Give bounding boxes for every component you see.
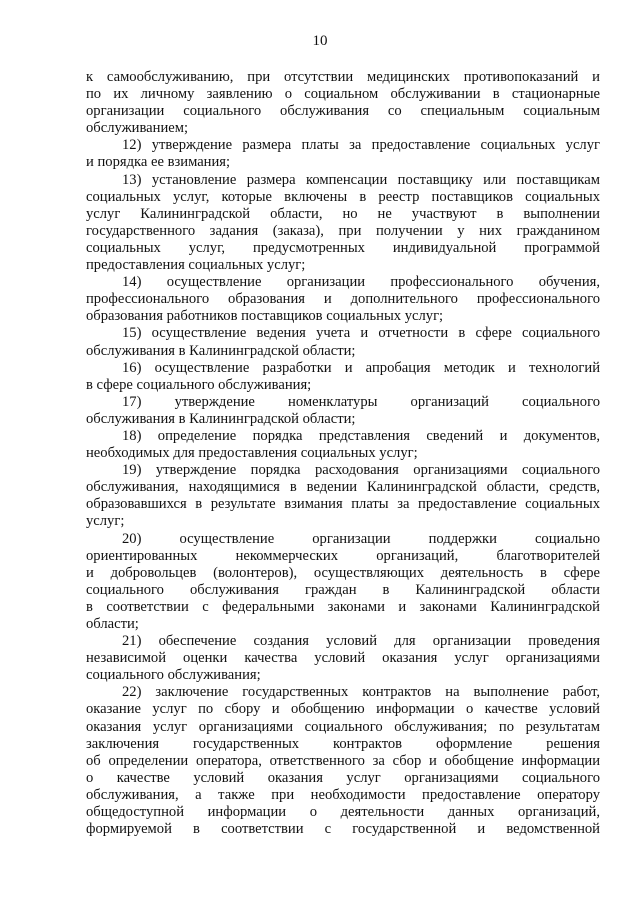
text-line: услуг; (86, 513, 125, 530)
text-line: 20) осуществление организации поддержки социально (122, 530, 600, 547)
text-line: 21) обеспечение создания условий для организации проведения (122, 633, 600, 650)
text-line: социального обслуживания граждан в Калининградской области (86, 581, 600, 598)
text-line: обслуживанием; (86, 120, 189, 137)
text-line: формируемой в соответствии с государственной и ведомственной (86, 821, 600, 838)
text-line: 22) заключение государственных контрактов на выполнение работ, (122, 684, 600, 701)
text-line: и добровольцев (волонтеров), осуществляющих деятельность в сфере (86, 564, 600, 581)
text-line: оказания услуг организациями социального обслуживания; по результатам (86, 718, 600, 735)
text-line: обслуживания в Калининградской области; (86, 342, 356, 359)
text-line: в соответствии с федеральными законами и законами Калининградской (86, 598, 600, 615)
text-line: образования работников поставщиков социальных услуг; (86, 308, 444, 325)
text-line: образовавшихся в результате взимания платы за предоставление социальных (86, 496, 600, 513)
text-line: социальных услуг, которые включены в реестр поставщиков социальных (86, 188, 600, 205)
page-number: 10 (312, 33, 328, 49)
text-line: независимой оценки качества условий оказания услуг организациями (86, 650, 600, 667)
text-line: общедоступной информации о деятельности данных организаций, (86, 804, 600, 821)
text-line: к самообслуживанию, при отсутствии медицинских противопоказаний и (86, 69, 600, 85)
text-line: предоставления социальных услуг; (86, 257, 306, 274)
text-line: по их личному заявлению о социальном обслуживании в стационарные (86, 86, 600, 103)
text-line: организации социального обслуживания со специальным социальным (86, 103, 600, 120)
text-line: оказание услуг по сбору и обобщению информации о качестве условий (86, 701, 600, 718)
text-line: заключения государственных контрактов оформление решения (86, 735, 600, 752)
text-line: необходимых для предоставления социальных услуг; (86, 445, 418, 462)
text-line: области; (86, 616, 139, 632)
text-line: 12) утверждение размера платы за предоставление социальных услуг (122, 137, 600, 154)
text-line: 19) утверждение порядка расходования организациями социального (122, 462, 600, 479)
text-line: социального обслуживания; (86, 667, 261, 684)
text-line: обслуживания, а также при необходимости предоставление оператору (86, 786, 600, 803)
text-line: 18) определение порядка представления сведений и документов, (122, 427, 600, 444)
text-line: о качестве условий оказания услуг организациями социального (86, 769, 600, 786)
text-line: государственного задания (заказа), при получении у них гражданином (86, 222, 600, 239)
text-line: профессионального образования и дополнительного профессионального (86, 291, 600, 308)
text-line: 14) осуществление организации профессионального обучения, (122, 274, 600, 291)
text-line: в сфере социального обслуживания; (86, 376, 312, 393)
text-line: 13) установление размера компенсации поставщику или поставщикам (122, 171, 600, 188)
text-line: 15) осуществление ведения учета и отчетности в сфере социального (122, 325, 600, 342)
text-line: 16) осуществление разработки и апробация методик и технологий (122, 359, 600, 376)
text-line: услуг Калининградской области, но не участвуют в выполнении (86, 205, 600, 222)
text-line: об определении оператора, ответственного за сбор и обобщение информации (86, 752, 600, 769)
body-text (86, 69, 600, 838)
text-line: и порядка ее взимания; (86, 154, 231, 171)
text-line: социальных услуг, предусмотренных индивидуальной программой (86, 239, 600, 256)
text-line: обслуживания, находящимися в ведении Калининградской области, средств, (86, 479, 600, 496)
text-line: ориентированных некоммерческих организаций, благотворителей (86, 547, 600, 564)
text-line: 17) утверждение номенклатуры организаций социального (122, 393, 600, 410)
text-line: обслуживания в Калининградской области; (86, 410, 356, 427)
